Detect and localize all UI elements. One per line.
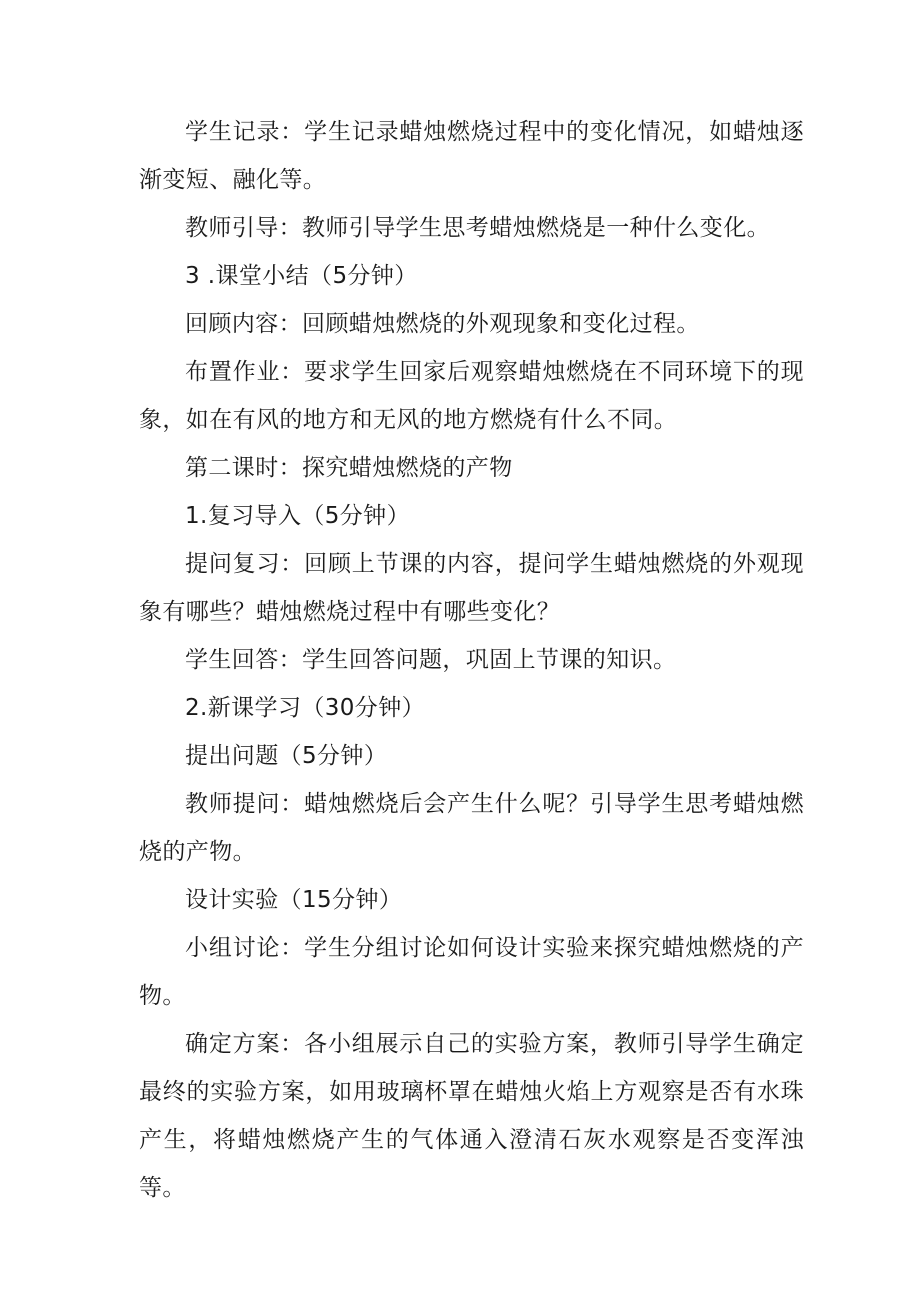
heading-second-lesson: 第二课时：探究蜡烛燃烧的产物 [185, 455, 513, 481]
paragraph-homework: 布置作业：要求学生回家后观察蜡烛燃烧在不同环境下的现象，如在有风的地方和无风的地方燃烧有什么不同。 [139, 359, 804, 433]
paragraph-student-record: 学生记录：学生记录蜡烛燃烧过程中的变化情况，如蜡烛逐渐变短、融化等。 [139, 119, 804, 193]
paragraph-group-discussion: 小组讨论：学生分组讨论如何设计实验来探究蜡烛燃烧的产物。 [139, 935, 804, 1009]
heading-raise-question: 提出问题（5分钟） [185, 743, 388, 769]
paragraph-student-answer: 学生回答：学生回答问题，巩固上节课的知识。 [185, 647, 677, 673]
paragraph-confirm-plan: 确定方案：各小组展示自己的实验方案，教师引导学生确定最终的实验方案，如用玻璃杯罩在蜡烛火焰上方观察是否有水珠产生，将蜡烛燃烧产生的气体通入澄清石灰水观察是否变浑浊等。 [139, 1031, 804, 1201]
paragraph-review-questions: 提问复习：回顾上节课的内容，提问学生蜡烛燃烧的外观现象有哪些？蜡烛燃烧过程中有哪些变化？ [139, 551, 804, 625]
heading-design-experiment: 设计实验（15分钟） [185, 887, 403, 913]
heading-new-lesson: 2.新课学习（30分钟） [185, 695, 426, 721]
heading-class-summary: 3 .课堂小结（5分钟） [185, 263, 418, 289]
paragraph-review-content: 回顾内容：回顾蜡烛燃烧的外观现象和变化过程。 [185, 311, 700, 337]
paragraph-teacher-guide: 教师引导：教师引导学生思考蜡烛燃烧是一种什么变化。 [185, 215, 770, 241]
document-body [139, 108, 804, 1212]
paragraph-teacher-question: 教师提问：蜡烛燃烧后会产生什么呢？引导学生思考蜡烛燃烧的产物。 [139, 791, 804, 865]
heading-review-intro: 1.复习导入（5分钟） [185, 503, 410, 529]
